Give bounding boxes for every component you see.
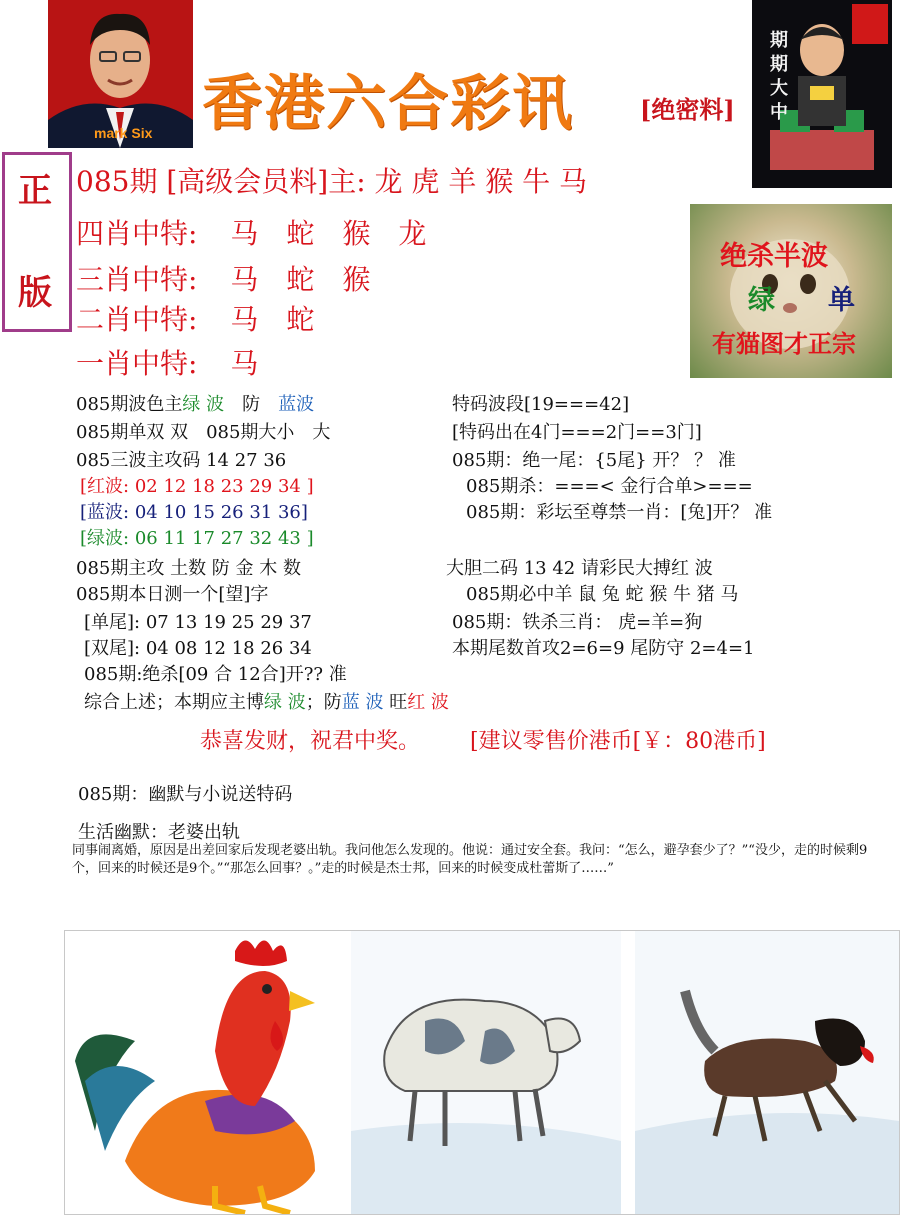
lead-line: 085期 [高级会员料]主: 龙 虎 羊 猴 牛 马	[76, 165, 588, 198]
red-wave-line	[80, 472, 314, 498]
pick-row-one	[76, 342, 258, 382]
host-portrait-image	[48, 0, 193, 148]
joke-body: 同事闹离婚，原因是出差回家后发现老婆出轨。我问他怎么发现的。他说：通过安全套。我问：“怎么，避孕套少了？”“没少，走的时候剩9个，回来的时候还是9个。”“那怎么回事？。”走的时候是杰士邦，回来的时候变成杜蕾斯了……”	[72, 843, 868, 876]
tail-attack-line: 本期尾数首攻2=6=9 尾防守 2=4=1	[452, 638, 755, 659]
cat-promo-line2a: 绿	[748, 285, 775, 316]
blue-wave-line	[80, 498, 308, 524]
page-title: 香港六合彩讯	[202, 69, 574, 139]
forbidden-line: 085期：彩坛至尊禁一肖：[兔]开？ 准	[466, 502, 773, 523]
wave-mid: 防	[224, 394, 279, 415]
wave-blue: 蓝波	[278, 394, 315, 415]
joke-heading: 085期：幽默与小说送特码	[78, 784, 293, 805]
green-wave-numbers: 06 11 17 27 32 43 ]	[134, 528, 314, 549]
pick-label: 三肖中特:	[76, 263, 198, 296]
red-wave-label: [红波:	[80, 476, 130, 497]
two-codes-line: 大胆二码 13 42 请彩民大搏红 波	[446, 558, 713, 579]
pick-row-four	[76, 212, 426, 252]
daily-word-line: 085期本日测一个[望]字	[76, 584, 269, 605]
pick-label: 四肖中特:	[76, 217, 198, 250]
green-wave-label: [绿波:	[80, 528, 130, 549]
red-wave-numbers: 02 12 18 23 29 34 ]	[134, 476, 314, 497]
joke-title: 生活幽默：老婆出轨	[78, 822, 240, 843]
three-kill-line: 085期：铁杀三肖： 虎=羊=狗	[452, 612, 703, 633]
element-kill-line: 085期杀：===< 金行合单>===	[466, 476, 753, 497]
three-wave-line: 085三波主攻码 14 27 36	[76, 450, 287, 471]
summary-text: 综合上述；本期应主博	[84, 692, 264, 713]
cartoon-mascot-image	[752, 0, 892, 188]
portrait-caption: mark Six	[94, 125, 153, 141]
pick-row-two	[76, 298, 314, 338]
green-wave-line	[80, 524, 314, 550]
price-text: [建议零售价港币[￥：80港币]	[470, 729, 766, 754]
pick-row-three	[76, 258, 370, 298]
pick-label: 二肖中特:	[76, 303, 198, 336]
page-subtitle: [绝密料]	[640, 95, 735, 124]
summary-text: 旺	[383, 692, 408, 713]
cat-promo-image	[690, 204, 892, 378]
pick-label: 一肖中特:	[76, 347, 198, 380]
cat-promo-line3: 有猫图才正宗	[712, 329, 856, 358]
summary-blue: 蓝 波	[341, 692, 384, 713]
must-hit-line: 085期必中羊 鼠 兔 蛇 猴 牛 猪 马	[466, 584, 739, 605]
authentic-badge-line2: 版	[18, 273, 52, 313]
authentic-badge-line1: 正	[18, 171, 52, 211]
rooster-illustration	[75, 940, 315, 1213]
cartoon-text-2: 期	[770, 54, 788, 75]
summary-line	[84, 688, 449, 714]
single-tail-line: [单尾]: 07 13 19 25 29 37	[84, 612, 312, 633]
wave-green: 绿 波	[182, 394, 225, 415]
gates-line: [特码出在4门===2门==3门]	[452, 422, 702, 443]
cartoon-text-1: 期	[770, 30, 788, 51]
cartoon-text-4: 中	[770, 102, 788, 123]
pig-illustration	[351, 931, 621, 1214]
kill-line: 085期:绝杀[09 合 12合]开?? 准	[84, 664, 347, 685]
tail-line: 085期：绝一尾：{5尾} 开？ ？ 准	[452, 450, 736, 471]
summary-red: 红 波	[407, 692, 449, 713]
blue-wave-numbers: 04 10 15 26 31 36]	[134, 502, 308, 523]
cartoon-text-3: 大	[770, 78, 788, 99]
blue-wave-label: [蓝波:	[80, 502, 130, 523]
cat-promo-line2b: 单	[828, 285, 855, 316]
wave-color-line	[76, 390, 314, 416]
dog-illustration	[635, 931, 899, 1214]
cat-promo-line1: 绝杀半波	[720, 241, 828, 272]
wave-prefix: 085期波色主	[76, 394, 183, 415]
pick-value: 马 蛇 猴 龙	[230, 217, 427, 250]
zodiac-animals-image	[64, 930, 900, 1215]
pick-value: 马	[230, 347, 259, 380]
main-attack-line: 085期主攻 土数 防 金 木 数	[76, 558, 301, 579]
pick-value: 马 蛇	[230, 303, 315, 336]
summary-text: ；防	[305, 692, 342, 713]
odd-even-line: 085期单双 双 085期大小 大	[76, 422, 331, 443]
pick-value: 马 蛇 猴	[230, 263, 371, 296]
congrats-text: 恭喜发财，祝君中奖。	[200, 729, 421, 754]
summary-green: 绿 波	[264, 692, 306, 713]
segment-line: 特码波段[19===42]	[452, 394, 630, 415]
double-tail-line: [双尾]: 04 08 12 18 26 34	[84, 638, 312, 659]
